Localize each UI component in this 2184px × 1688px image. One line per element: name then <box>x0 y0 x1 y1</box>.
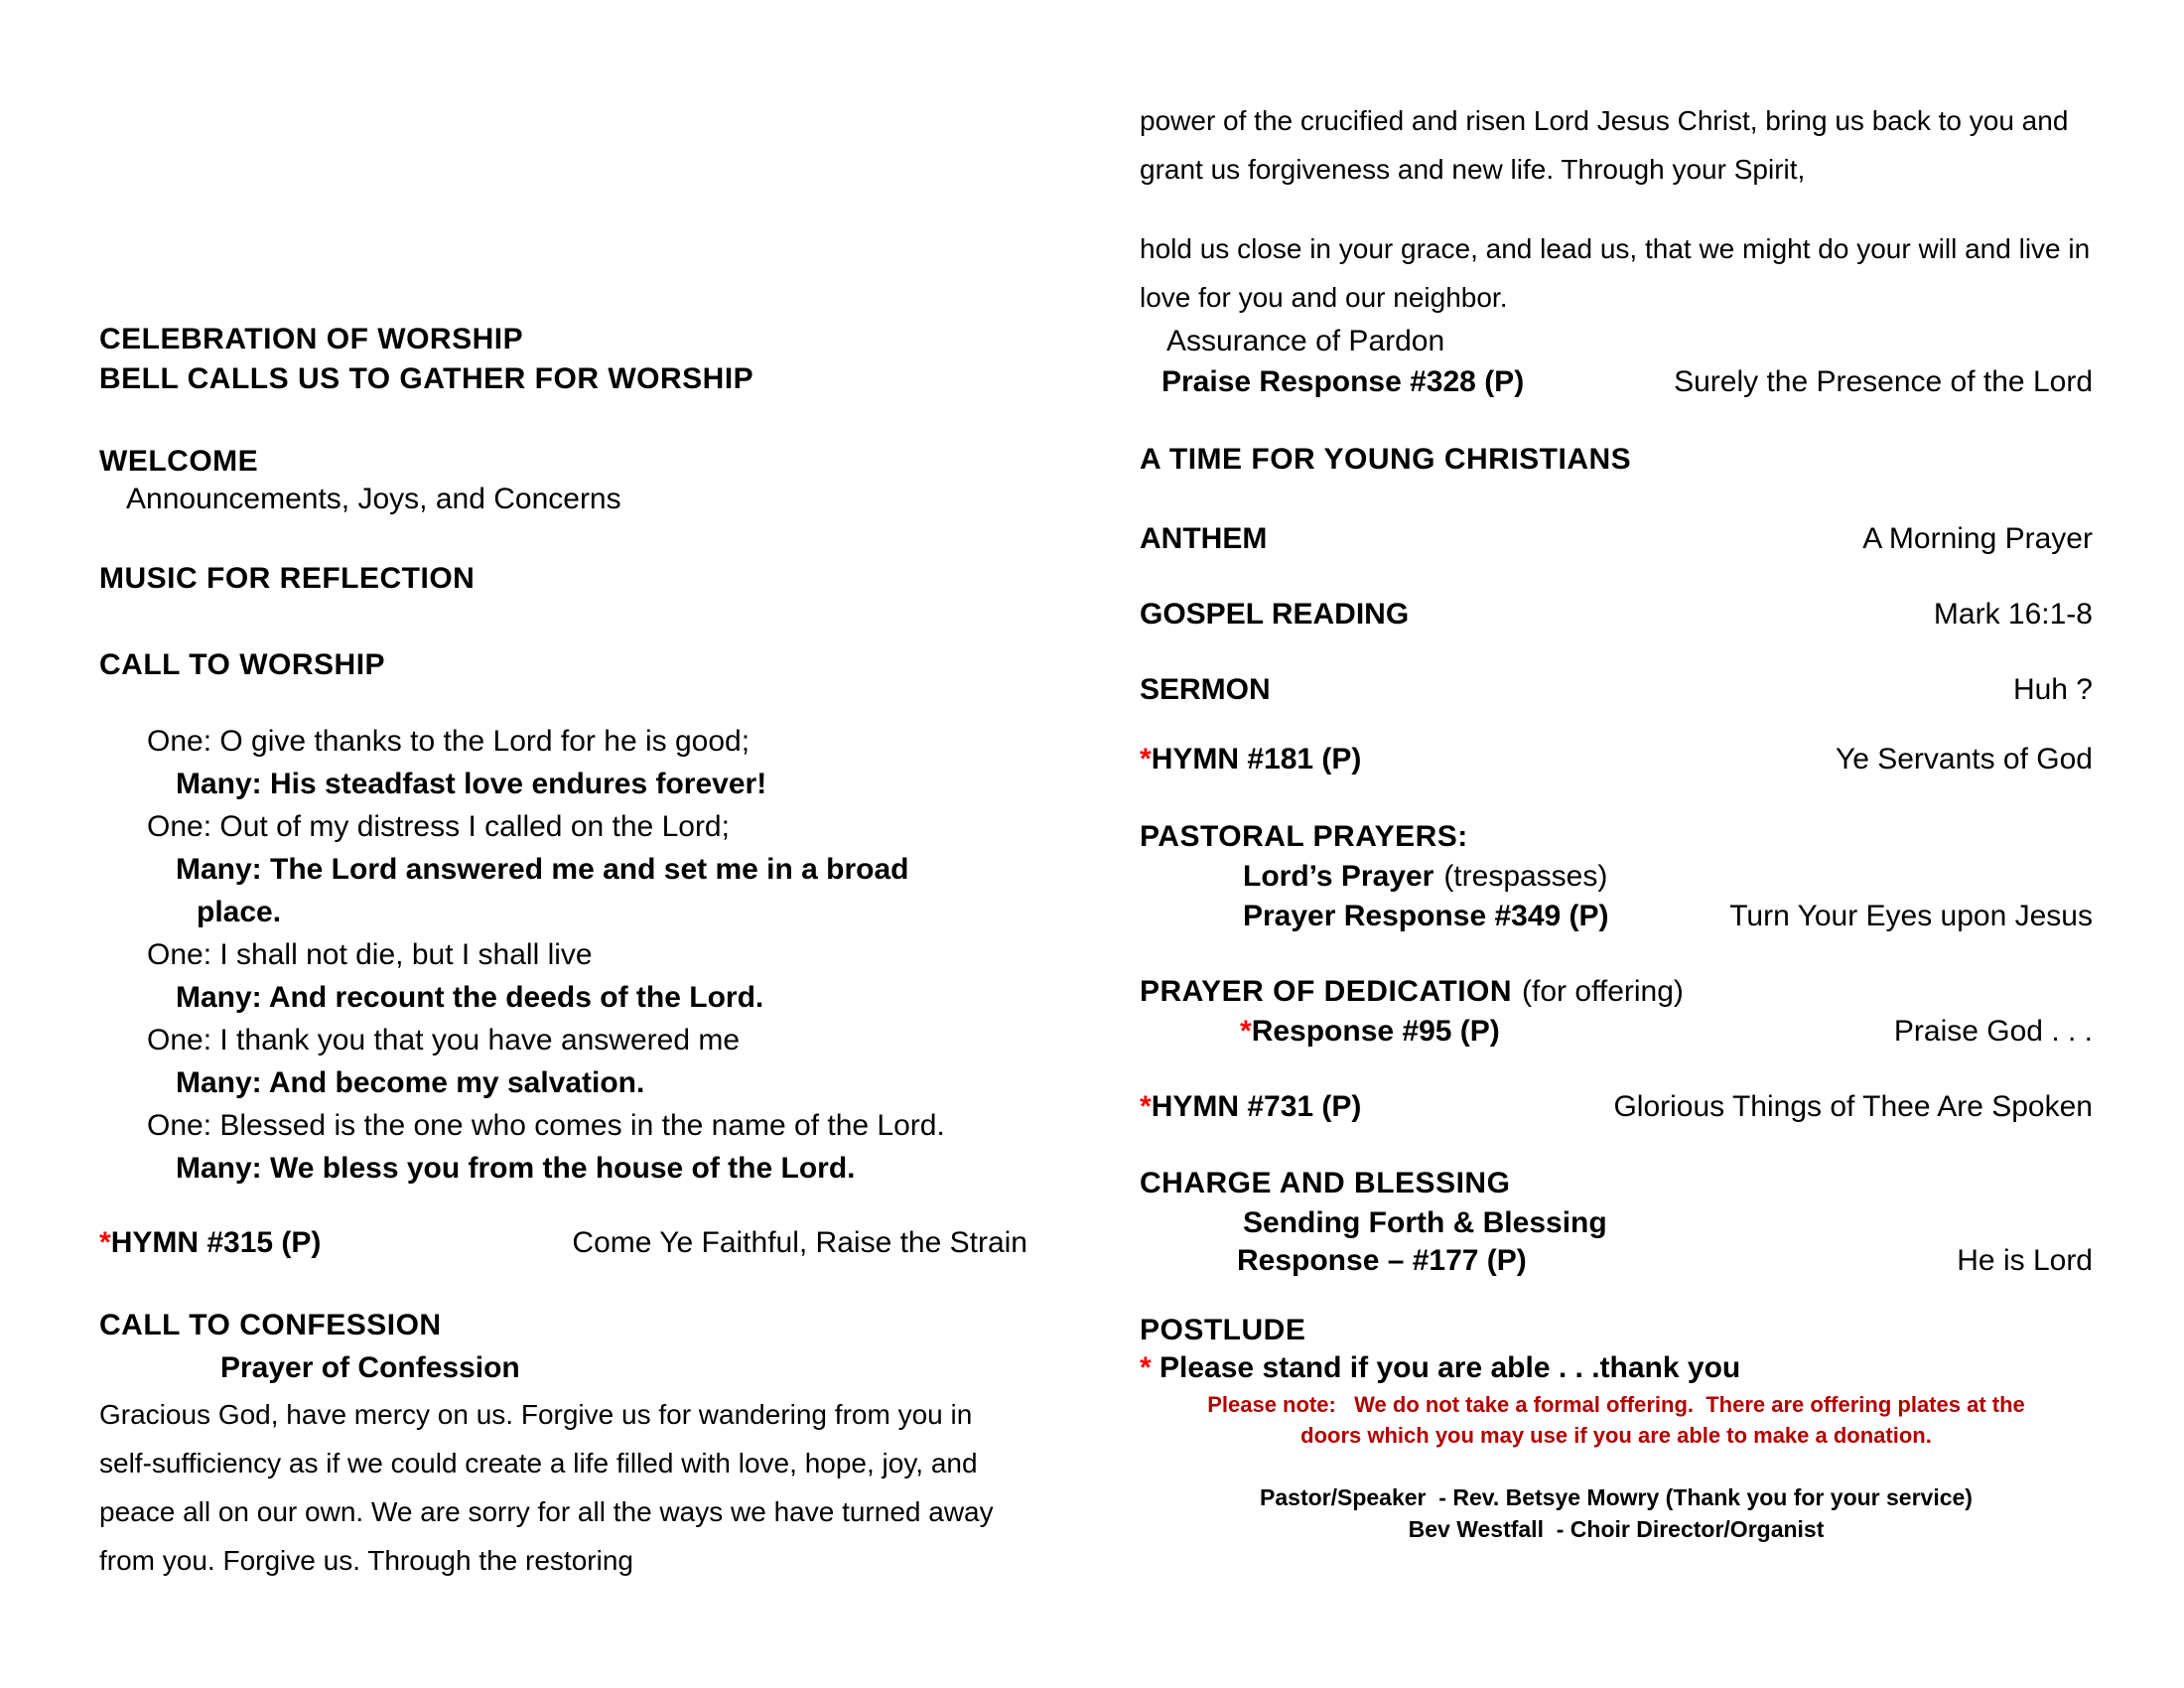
anthem-row <box>1140 522 2093 556</box>
hymn-181-row <box>1140 743 2093 776</box>
hymn-181-label: *HYMN #181 (P) <box>1140 743 1362 775</box>
praise-response-label: Praise Response #328 (P) <box>1161 365 1525 398</box>
lords-prayer-line <box>1140 860 2093 894</box>
prayer-response-label: Prayer Response #349 (P) <box>1243 900 1609 932</box>
pastor-credit-line: Pastor/Speaker - Rev. Betsye Mowry (Thank you for your service) <box>1260 1484 1973 1510</box>
sermon-label: SERMON <box>1140 673 1271 706</box>
title-line-1: CELEBRATION OF WORSHIP <box>99 323 524 355</box>
stand-asterisk: * <box>1140 1090 1152 1123</box>
liturgy-line: Many: And recount the deeds of the Lord. <box>176 981 764 1014</box>
please-stand-text: Please stand if you are able . . .thank you <box>1151 1351 1741 1384</box>
hymn-181-title: Ye Servants of God <box>1835 743 2093 775</box>
liturgy-line: Many: His steadfast love endures forever! <box>176 768 767 800</box>
liturgy-line: Many: We bless you from the house of the Lord. <box>176 1152 856 1185</box>
prayer-response-row <box>1140 900 2093 933</box>
anthem-title: A Morning Prayer <box>1862 522 2093 555</box>
hymn-731-title: Glorious Things of Thee Are Spoken <box>1613 1090 2093 1123</box>
liturgy-line: Many: And become my salvation. <box>176 1066 645 1099</box>
postlude-heading: POSTLUDE <box>1140 1314 1306 1346</box>
assurance-of-pardon: Assurance of Pardon <box>1166 325 1445 357</box>
choir-director-credit-line: Bev Westfall - Choir Director/Organist <box>1408 1516 1825 1542</box>
gospel-reading-label: GOSPEL READING <box>1140 598 1410 631</box>
praise-response-title: Surely the Presence of the Lord <box>1674 365 2093 398</box>
pastoral-prayers-heading: PASTORAL PRAYERS: <box>1140 820 1468 853</box>
call-to-worship-heading: CALL TO WORSHIP <box>99 648 386 681</box>
sending-forth-line: Sending Forth & Blessing <box>1243 1206 1607 1239</box>
liturgy-line: One: I shall not die, but I shall live <box>147 938 593 971</box>
gospel-reading-row <box>1140 598 2093 632</box>
right-column <box>1140 0 2093 1688</box>
confession-continued-paragraph-2: hold us close in your grace, and lead us, that we might do your will and live in love for you and our neighbor. <box>1140 233 2091 313</box>
response-95-title: Praise God . . . <box>1893 1015 2093 1048</box>
prayer-of-dedication-suffix: (for offering) <box>1522 975 1684 1008</box>
liturgy-line: One: I thank you that you have answered me <box>147 1024 741 1056</box>
response-177-row <box>1140 1244 2093 1278</box>
stand-asterisk: * <box>1140 1351 1152 1384</box>
sermon-title: Huh ? <box>2012 673 2093 706</box>
liturgy-line: One: Blessed is the one who comes in the name of the Lord. <box>147 1109 945 1142</box>
liturgy-line: place. <box>197 896 282 928</box>
gospel-reading-reference: Mark 16:1-8 <box>1933 598 2093 631</box>
young-christians-heading: A TIME FOR YOUNG CHRISTIANS <box>1140 443 1632 476</box>
title-line-2: BELL CALLS US TO GATHER FOR WORSHIP <box>99 362 754 395</box>
praise-response-row <box>1140 365 2093 399</box>
please-stand-note <box>1140 1351 2093 1385</box>
liturgy-line: One: Out of my distress I called on the Lord; <box>147 810 730 843</box>
response-177-label: Response – #177 (P) <box>1237 1244 1527 1277</box>
stand-asterisk: * <box>99 1226 111 1259</box>
welcome-heading: WELCOME <box>99 445 259 478</box>
confession-continued-paragraph-1: power of the crucified and risen Lord Jesus Christ, bring us back to you and grant us forgiveness and new life. Through your Spirit, <box>1140 105 2069 185</box>
hymn-315-row <box>99 1226 1027 1260</box>
prayer-of-dedication-heading-line <box>1140 975 2093 1009</box>
confession-prayer-text: Gracious God, have mercy on us. Forgive us for wandering from you in self-sufficiency as if we could create a life filled with love, hope, joy, and peace all on our own. We are sorry for all the ways we have turned away from you. Forgive us. Through the restoring <box>99 1399 994 1576</box>
welcome-subtext: Announcements, Joys, and Concerns <box>126 483 621 515</box>
lords-prayer-label: Lord’s Prayer <box>1243 860 1434 893</box>
left-column <box>99 0 1027 1688</box>
prayer-response-title: Turn Your Eyes upon Jesus <box>1729 900 2093 932</box>
lords-prayer-suffix: (trespasses) <box>1443 860 1608 893</box>
prayer-of-dedication-heading: PRAYER OF DEDICATION <box>1140 975 1513 1008</box>
offering-note-line-2: doors which you may use if you are able to make a donation. <box>1300 1423 1932 1448</box>
offering-note-line-1: Please note: We do not take a formal offering. There are offering plates at the <box>1207 1392 2025 1417</box>
stand-asterisk: * <box>1240 1015 1252 1048</box>
call-to-worship-liturgy <box>99 720 1027 1190</box>
prayer-of-confession-subheading: Prayer of Confession <box>220 1351 520 1384</box>
liturgy-line: Many: The Lord answered me and set me in a broad <box>176 853 909 886</box>
program-title <box>99 320 1027 399</box>
music-for-reflection-heading: MUSIC FOR REFLECTION <box>99 562 476 595</box>
call-to-confession-heading: CALL TO CONFESSION <box>99 1309 442 1341</box>
anthem-label: ANTHEM <box>1140 522 1268 555</box>
hymn-315-title: Come Ye Faithful, Raise the Strain <box>572 1226 1027 1259</box>
hymn-731-label: *HYMN #731 (P) <box>1140 1090 1362 1123</box>
liturgy-line: One: O give thanks to the Lord for he is good; <box>147 725 751 758</box>
response-177-title: He is Lord <box>1957 1244 2093 1277</box>
response-95-label: *Response #95 (P) <box>1240 1015 1500 1048</box>
hymn-731-row <box>1140 1090 2093 1124</box>
stand-asterisk: * <box>1140 743 1152 775</box>
hymn-315-label: *HYMN #315 (P) <box>99 1226 322 1259</box>
response-95-row <box>1140 1015 2093 1049</box>
sermon-row <box>1140 673 2093 707</box>
charge-and-blessing-heading: CHARGE AND BLESSING <box>1140 1167 1511 1199</box>
